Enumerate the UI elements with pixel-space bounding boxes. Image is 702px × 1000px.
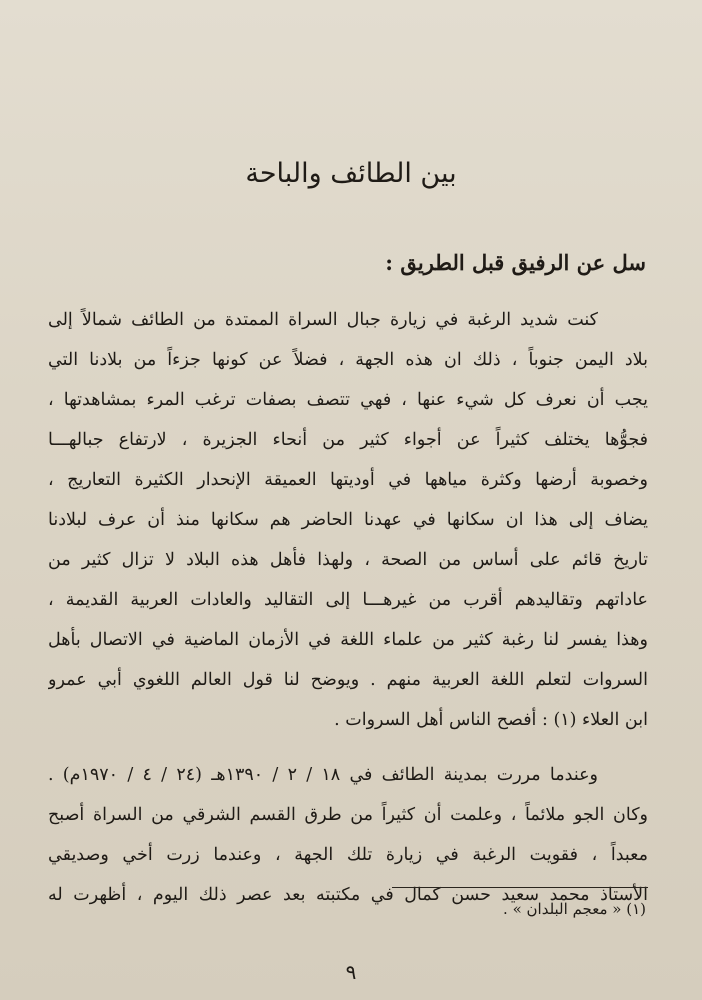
footnote: (١) « معجم البلدان » .: [503, 900, 646, 918]
paragraph-1: [48, 300, 648, 740]
text-line: فجوُّها يختلف كثيراً عن أجواء كثير من أنحاء الجزيرة ، لارتفاع جبالهـــا: [48, 430, 648, 450]
text-line: تاريخ قائم على أساس من الصحة ، ولهذا فأهل هذه البلاد لا تزال كثير من: [48, 550, 648, 570]
paragraph-2: [48, 755, 648, 915]
text-line: ابن العلاء (١) : أفصح الناس أهل السروات .: [334, 710, 648, 730]
page-title: بين الطائف والباحة: [245, 158, 457, 189]
text-line: يجب أن نعرف كل شيء عنها ، فهي تتصف بصفات ترغب المرء بمشاهدتها ،: [48, 390, 648, 410]
text-line: عاداتهم وتقاليدهم أقرب من غيرهـــا إلى التقاليد والعادات العربية القديمة ،: [48, 590, 648, 610]
page-number: ٩: [345, 960, 357, 984]
text-line: السروات لتعلم اللغة العربية منهم . ويوضح لنا قول العالم اللغوي أبي عمرو: [48, 670, 648, 690]
text-line: وعندما مررت بمدينة الطائف في ١٨ / ٢ / ١٣٩٠هـ (٢٤ / ٤ / ١٩٧٠م) .: [48, 765, 598, 785]
text-line: وخصوبة أرضها وكثرة مياهها في أوديتها العميقة الإنحدار الكثيرة التعاريج ،: [48, 470, 648, 490]
footnote-divider: [392, 887, 648, 888]
section-subtitle: سل عن الرفيق قبل الطريق :: [385, 250, 646, 275]
text-line: يضاف إلى هذا ان سكانها في عهدنا الحاضر هم سكانها منذ أن عرف لبلادنا: [48, 510, 648, 530]
text-line: وهذا يفسر لنا رغبة كثير من علماء اللغة في الأزمان الماضية في الاتصال بأهل: [48, 630, 648, 650]
text-line: وكان الجو ملائماً ، وعلمت أن كثيراً من طرق القسم الشرقي من السراة أصبح: [48, 805, 648, 825]
text-line: كنت شديد الرغبة في زيارة جبال السراة الممتدة من الطائف شمالاً إلى: [48, 310, 598, 330]
text-line: الأستاذ محمد سعيد حسن كمال في مكتبته بعد عصر ذلك اليوم ، أظهرت له: [48, 885, 648, 905]
text-line: بلاد اليمن جنوباً ، ذلك ان هذه الجهة ، فضلاً عن كونها جزءاً من بلادنا التي: [48, 350, 648, 370]
text-line: معبداً ، فقويت الرغبة في زيارة تلك الجهة ، وعندما زرت أخي وصديقي: [48, 845, 648, 865]
